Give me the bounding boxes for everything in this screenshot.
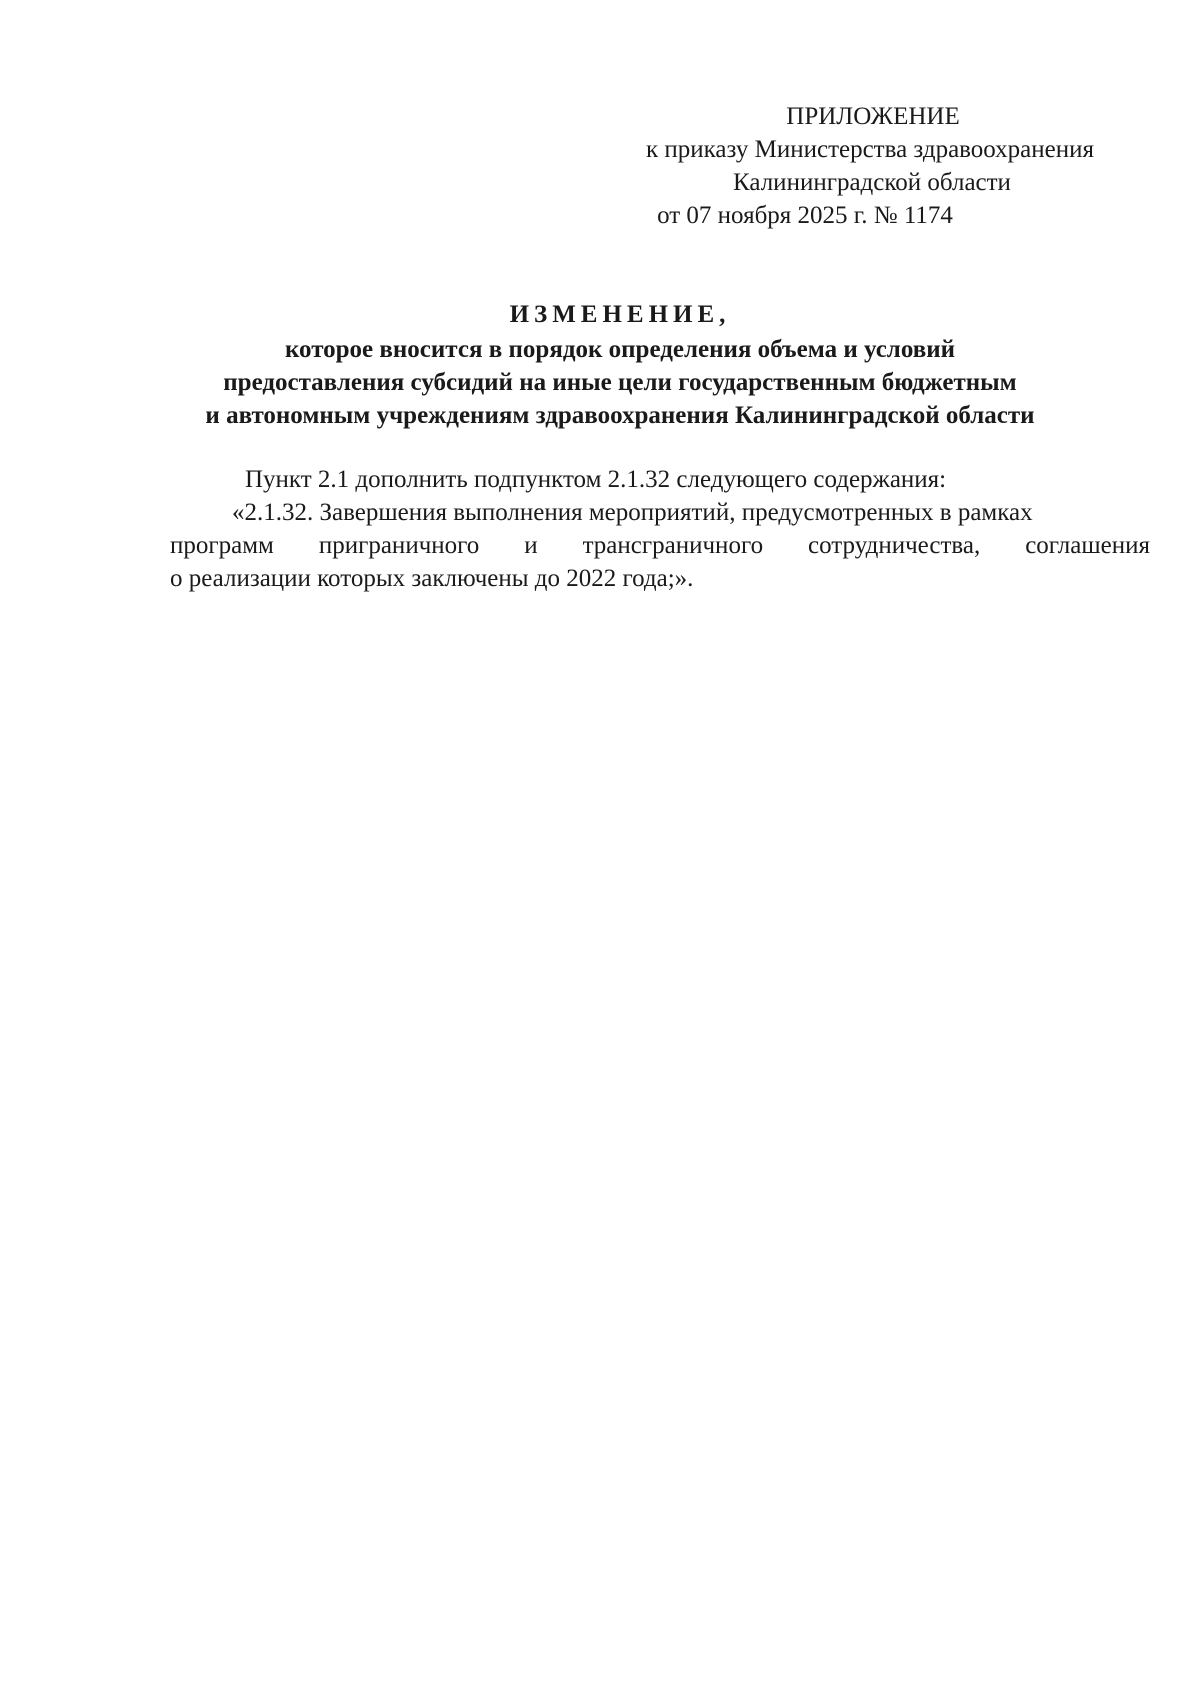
quote-line-3: о реализации которых заключены до 2022 года;». <box>170 565 694 592</box>
quote-line-2-word: программ <box>170 532 274 559</box>
quote-line-2-word: трансграничного <box>582 532 764 559</box>
quote-line-2-word: приграничного <box>318 532 480 559</box>
quote-line-2-word: и <box>524 532 538 559</box>
appendix-header <box>600 100 1140 232</box>
document-title-line-2: предоставления субсидий на иные цели государственным бюджетным <box>223 369 1017 396</box>
appendix-date-line: от 07 ноября 2025 г. № 1174 <box>657 202 953 229</box>
appendix-order-line: к приказу Министерства здравоохранения <box>645 136 1095 163</box>
quote-line-2 <box>170 529 1150 562</box>
appendix-region-line: Калининградской области <box>733 169 1011 196</box>
document-title-block <box>140 298 1100 432</box>
quote-line-2-word: соглашения <box>1025 532 1150 559</box>
document-heading: ИЗМЕНЕНИЕ, <box>509 301 731 328</box>
document-title-line-3: и автономным учреждениям здравоохранения Калининградской области <box>205 402 1035 429</box>
quote-line-1: «2.1.32. Завершения выполнения мероприятий, предусмотренных в рамках <box>232 499 1033 526</box>
document-body <box>170 463 1150 595</box>
body-intro-paragraph: Пункт 2.1 дополнить подпунктом 2.1.32 следующего содержания: <box>245 466 947 493</box>
quote-line-2-word: сотрудничества, <box>808 532 981 559</box>
body-quote-paragraph <box>170 496 1150 595</box>
appendix-title: ПРИЛОЖЕНИЕ <box>786 103 960 130</box>
document-title-line-1: которое вносится в порядок определения объема и условий <box>284 336 956 363</box>
